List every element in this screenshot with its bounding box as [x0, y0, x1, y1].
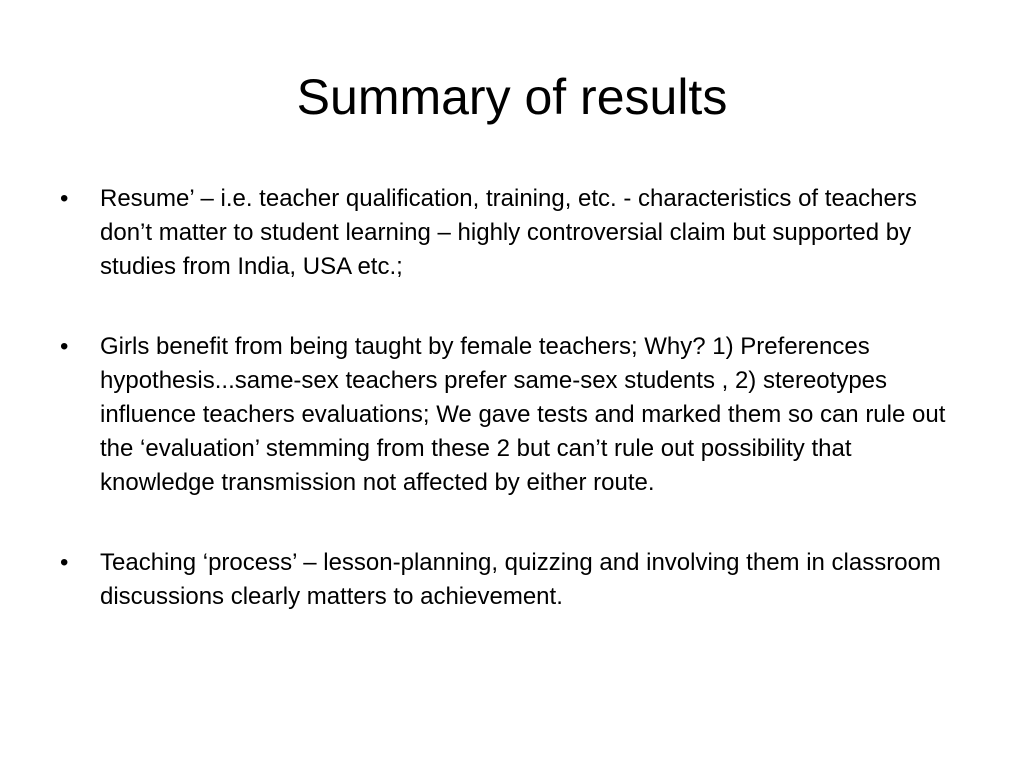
bullet-item-teaching-process — [58, 546, 968, 614]
bullet-list — [58, 182, 968, 614]
bullet-item-girls-benefit — [58, 330, 968, 500]
bullet-icon: • — [60, 333, 69, 360]
bullet-text: Resume’ – i.e. teacher qualification, training, etc. - characteristics of teachers don’t matter to student learning – highly controversial claim but supported by studies from India, USA etc.; — [100, 185, 917, 280]
bullet-text: Teaching ‘process’ – lesson-planning, quizzing and involving them in classroom discussions clearly matters to achievement. — [100, 549, 941, 610]
bullet-icon: • — [60, 185, 69, 212]
bullet-text: Girls benefit from being taught by female teachers; Why? 1) Preferences hypothesis...same-sex teachers prefer same-sex students , 2) stereotypes influence teachers evaluations; We gave tests and marked them so can rule out the ‘evaluation’ stemming from these 2 but can’t rule out possibility that knowledge transmission not affected by either route. — [100, 333, 946, 496]
bullet-icon: • — [60, 549, 69, 576]
slide-title: Summary of results — [296, 69, 728, 125]
bullet-item-resume — [58, 182, 968, 284]
